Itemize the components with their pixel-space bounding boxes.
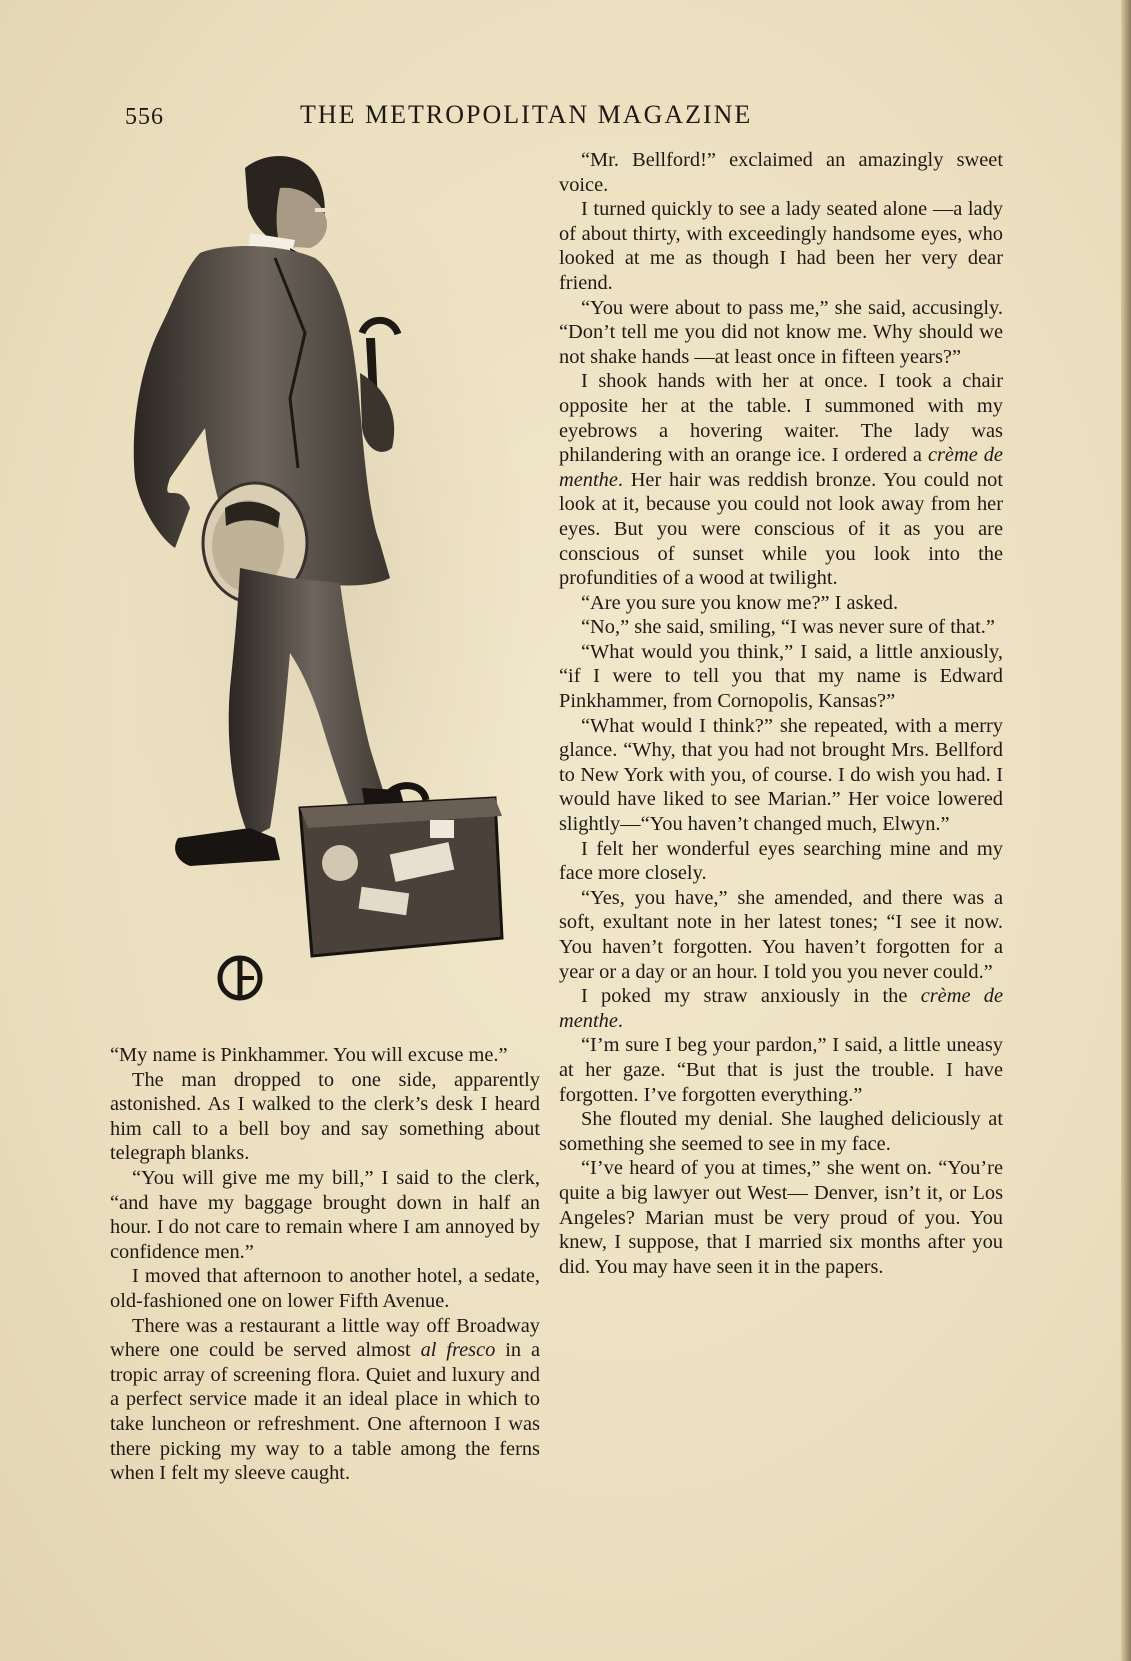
paragraph: “What would I think?” she repeated, with a merry glance. “Why, that you had not brought Mrs. Bellford to New York with you, of course. I do wish you had. I would have liked to see Marian.” Her voice lowered slightly—“You haven’t changed much, Elwyn.”	[559, 714, 1003, 836]
paragraph: “What would you think,” I said, a little anxiously, “if I were to tell you that my name is Edward Pinkhammer, from Cornopolis, Kansas?”	[559, 640, 1003, 713]
paragraph: “No,” she said, smiling, “I was never sure of that.”	[581, 616, 995, 639]
paragraph: “Yes, you have,” she amended, and there was a soft, exultant note in her latest tones; “I see it now. You haven’t forgotten. You haven’t forgotten for a year or a day or an hour. I told you you never could.”	[559, 886, 1003, 983]
illustration-man-with-suitcase	[130, 148, 540, 1018]
page-edge-shadow	[1121, 0, 1131, 1661]
paragraph: I moved that afternoon to another hotel, a sedate, old-fashioned one on lower Fifth Avenue.	[110, 1265, 540, 1312]
paragraph: “Mr. Bellford!” exclaimed an amazingly sweet voice.	[559, 149, 1003, 196]
paragraph: “I’m sure I beg your pardon,” I said, a little uneasy at her gaze. “But that is just the trouble. I have forgotten. I’ve forgotten everything.”	[559, 1034, 1003, 1106]
paragraph: “You will give me my bill,” I said to the clerk, “and have my baggage brought down in half an hour. I do not care to remain where I am annoyed by confidence men.”	[110, 1166, 540, 1263]
right-text-column	[559, 148, 1003, 1279]
paragraph: I turned quickly to see a lady seated alone —a lady of about thirty, with exceedingly handsome eyes, who looked at me as though I had been her very dear friend.	[559, 198, 1003, 294]
page-number: 556	[125, 104, 164, 130]
paragraph: “Are you sure you know me?” I asked.	[581, 591, 899, 614]
paragraph: There was a restaurant a little way off Broadway where one could be served almost al fresco in a tropic array of screening flora. Quiet and luxury and a perfect service made it an ideal place in which to take luncheon or refreshment. One afternoon I was there picking my way to a table among the ferns when I felt my sleeve caught.	[110, 1314, 540, 1485]
monogram-logo	[220, 956, 260, 1000]
paragraph: “I’ve heard of you at times,” she went on. “You’re quite a big lawyer out West— Denver, isn’t it, or Los Angeles? Marian must be very proud of you. You knew, I suppose, that I married six months after you did. You may have seen it in the papers.	[559, 1157, 1003, 1278]
paragraph: She flouted my denial. She laughed deliciously at something she seemed to see in my face.	[559, 1108, 1003, 1155]
paragraph: I poked my straw anxiously in the crème de menthe.	[559, 985, 1003, 1032]
paragraph: I felt her wonderful eyes searching mine and my face more closely.	[559, 837, 1003, 885]
paragraph: “You were about to pass me,” she said, accusingly. “Don’t tell me you did not know me. Why should we not shake hands —at least once in fifteen years?”	[559, 296, 1003, 368]
left-text-column	[110, 1043, 540, 1486]
suitcase	[300, 786, 502, 956]
page-header	[125, 100, 1005, 140]
paragraph: The man dropped to one side, apparently astonished. As I walked to the clerk’s desk I heard him call to a bell boy and say something about telegraph blanks.	[110, 1068, 540, 1165]
running-head: THE METROPOLITAN MAGAZINE	[300, 100, 753, 129]
paragraph: “My name is Pinkhammer. You will excuse me.”	[110, 1044, 508, 1066]
paragraph: I shook hands with her at once. I took a chair opposite her at the table. I summoned with my eyebrows a hovering waiter. The lady was philandering with an orange ice. I ordered a crème de menthe. Her hair was reddish bronze. You could not look at it, because you could not look away from her eyes. But you were conscious of it as you are conscious of sunset while you look into the profundities of a wood at twilight.	[559, 370, 1003, 590]
